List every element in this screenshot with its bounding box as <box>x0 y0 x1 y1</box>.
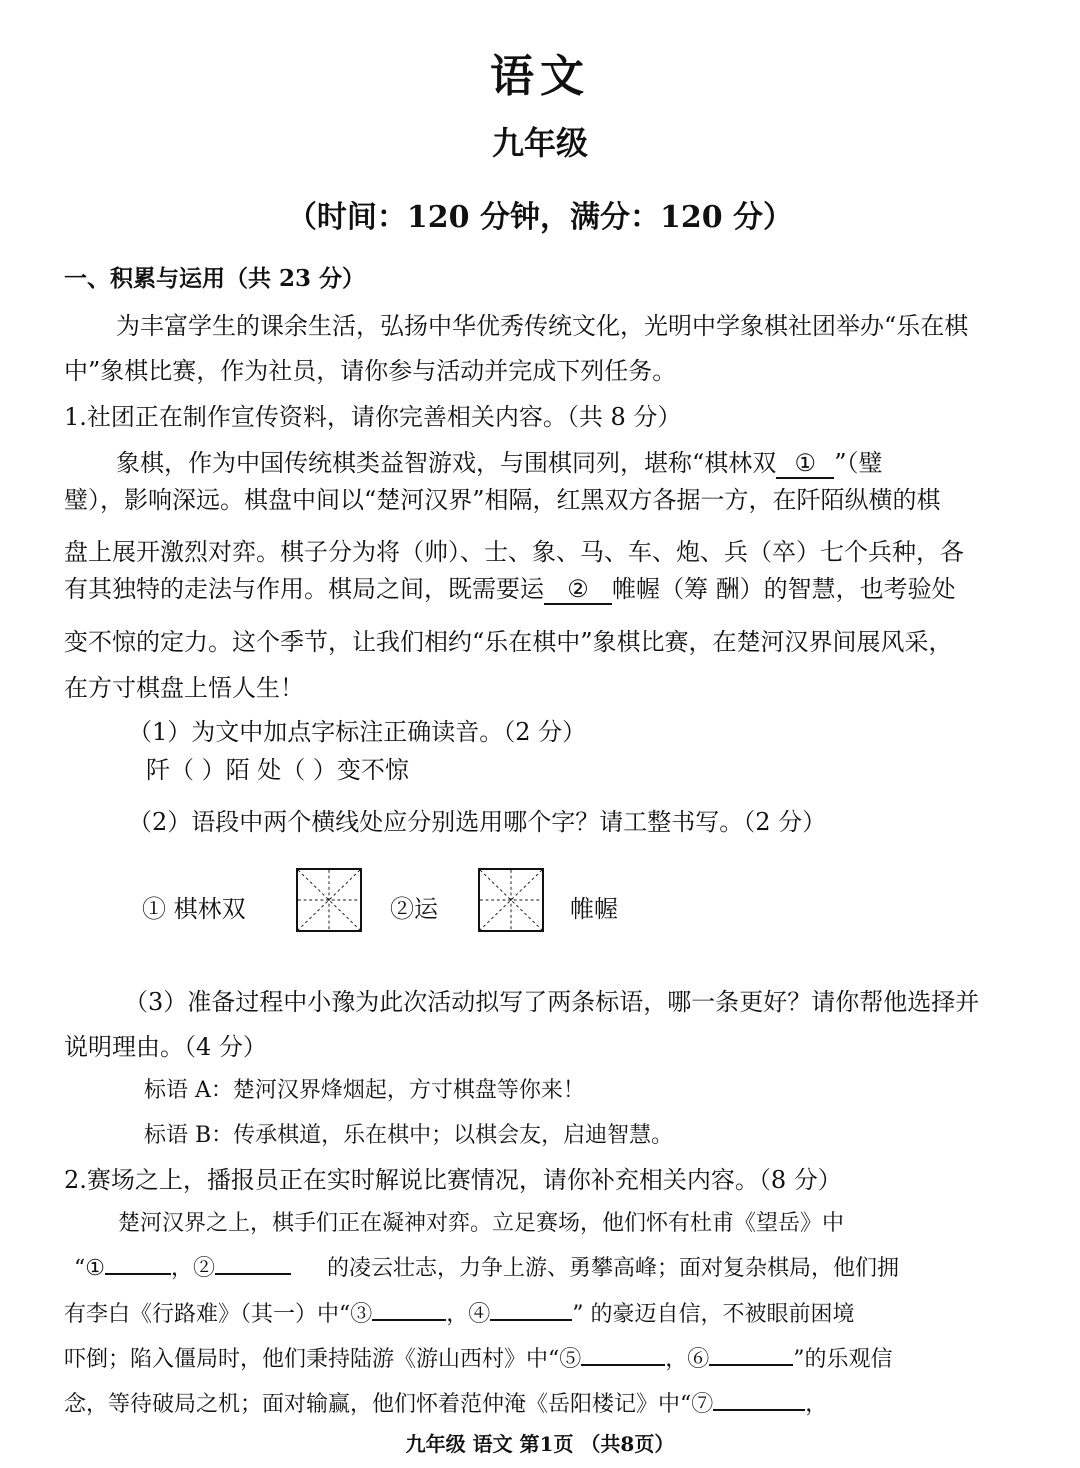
q2-passage-line-2 <box>74 1251 899 1282</box>
passage-line-1-tail: ”（璧 <box>834 449 883 477</box>
question-1-2: （2）语段中两个横线处应分别选用哪个字？请工整书写。（2 分） <box>128 808 827 836</box>
grid-guides-icon <box>480 870 542 930</box>
exam-time-info: （时间：120 分钟，满分：120 分） <box>286 200 794 235</box>
q2-blank-6[interactable] <box>709 1364 793 1366</box>
q2-line-5-tail: ， <box>805 1392 828 1417</box>
passage-line-1 <box>116 443 883 479</box>
q1-2-item-2: ②运 <box>390 895 438 923</box>
passage-line-6: 在方寸棋盘上悟人生！ <box>64 674 304 702</box>
passage-line-1-text: 象棋，作为中国传统棋类益智游戏，与围棋同列，堪称“棋林双 <box>116 449 777 477</box>
question-1-3-line-1: （3）准备过程中小豫为此次活动拟写了两条标语，哪一条更好？请你帮他选择并 <box>124 988 980 1016</box>
q2-passage-line-4 <box>64 1342 893 1373</box>
q2-blank-3[interactable] <box>372 1319 446 1321</box>
q2-blank-1-label: “① <box>74 1256 105 1281</box>
q1-2-item-3: 帷幄 <box>570 895 618 923</box>
q2-line-4-tail: ”的乐观信 <box>793 1347 893 1372</box>
q2-passage-line-1: 楚河汉界之上，棋手们正在凝神对弈。立足赛场，他们怀有杜甫《望岳》中 <box>118 1211 845 1236</box>
q2-blank-2-label: ，② <box>170 1256 215 1281</box>
q2-line-2-tail: 的凌云壮志，力争上游、勇攀高峰；面对复杂棋局，他们拥 <box>327 1256 900 1281</box>
slogan-b: 标语 B：传承棋道，乐在棋中；以棋会友，启迪智慧。 <box>144 1123 674 1148</box>
q2-blank-7[interactable] <box>713 1409 805 1411</box>
slogan-a: 标语 A：楚河汉界烽烟起，方寸棋盘等你来！ <box>144 1078 585 1103</box>
q2-blank-3-label: 有李白《行路难》（其一）中“③ <box>64 1302 373 1327</box>
q2-line-3-tail: ” 的豪迈自信，不被眼前困境 <box>572 1302 855 1327</box>
intro-line-1: 为丰富学生的课余生活，弘扬中华优秀传统文化，光明中学象棋社团举办“乐在棋 <box>116 312 969 340</box>
passage-line-3: 盘上展开激烈对弈。棋子分为将（帅）、士、象、马、车、炮、兵（卒）七个兵种，各 <box>64 538 964 566</box>
blank-1[interactable]: ① <box>776 449 834 479</box>
q2-blank-6-label: ，⑥ <box>665 1347 710 1372</box>
intro-line-2: 中”象棋比赛，作为社员，请你参与活动并完成下列任务。 <box>64 357 677 385</box>
q2-blank-2[interactable] <box>215 1273 291 1275</box>
writing-grid-box-1[interactable] <box>296 868 362 932</box>
q2-blank-5-label: 吓倒；陷入僵局时，他们秉持陆游《游山西村》中“⑤ <box>64 1347 582 1372</box>
passage-line-4-tail: 帷幄（筹 酬）的智慧，也考验处 <box>612 575 956 603</box>
passage-line-4-text: 有其独特的走法与作用。棋局之间，既需要运 <box>64 575 544 603</box>
passage-line-4 <box>64 569 956 605</box>
blank-2[interactable]: ② <box>544 575 612 605</box>
q2-blank-1[interactable] <box>105 1273 171 1275</box>
q2-passage-line-5 <box>64 1387 827 1418</box>
grid-guides-icon <box>298 870 360 930</box>
exam-subject-title: 语文 <box>490 51 590 102</box>
writing-grid-box-2[interactable] <box>478 868 544 932</box>
q2-blank-5[interactable] <box>581 1364 665 1366</box>
q2-blank-7-label: 念，等待破局之机；面对输赢，他们怀着范仲淹《岳阳楼记》中“⑦ <box>64 1392 714 1417</box>
q1-2-item-1: ① 棋林双 <box>142 895 246 923</box>
question-1-1-answer-line: 阡（ ）陌 处（ ）变不惊 <box>146 756 409 784</box>
section-heading: 一、积累与运用（共 23 分） <box>64 265 366 292</box>
question-1-title: 1.社团正在制作宣传资料，请你完善相关内容。（共 8 分） <box>64 403 682 431</box>
page-footer: 九年级 语文 第1页 （共8页） <box>405 1432 675 1456</box>
question-1-3-line-2: 说明理由。（4 分） <box>64 1033 267 1061</box>
grade-label: 九年级 <box>491 124 588 162</box>
passage-line-2: 璧），影响深远。棋盘中间以“楚河汉界”相隔，红黑双方各据一方，在阡陌纵横的棋 <box>64 486 941 514</box>
q2-blank-4[interactable] <box>490 1319 572 1321</box>
question-1-1: （1）为文中加点字标注正确读音。（2 分） <box>128 718 587 746</box>
q2-blank-4-label: ，④ <box>446 1302 491 1327</box>
q2-passage-line-3 <box>64 1297 855 1328</box>
question-2-title: 2.赛场之上，播报员正在实时解说比赛情况，请你补充相关内容。（8 分） <box>64 1166 842 1194</box>
passage-line-5: 变不惊的定力。这个季节，让我们相约“乐在棋中”象棋比赛，在楚河汉界间展风采， <box>64 628 953 656</box>
